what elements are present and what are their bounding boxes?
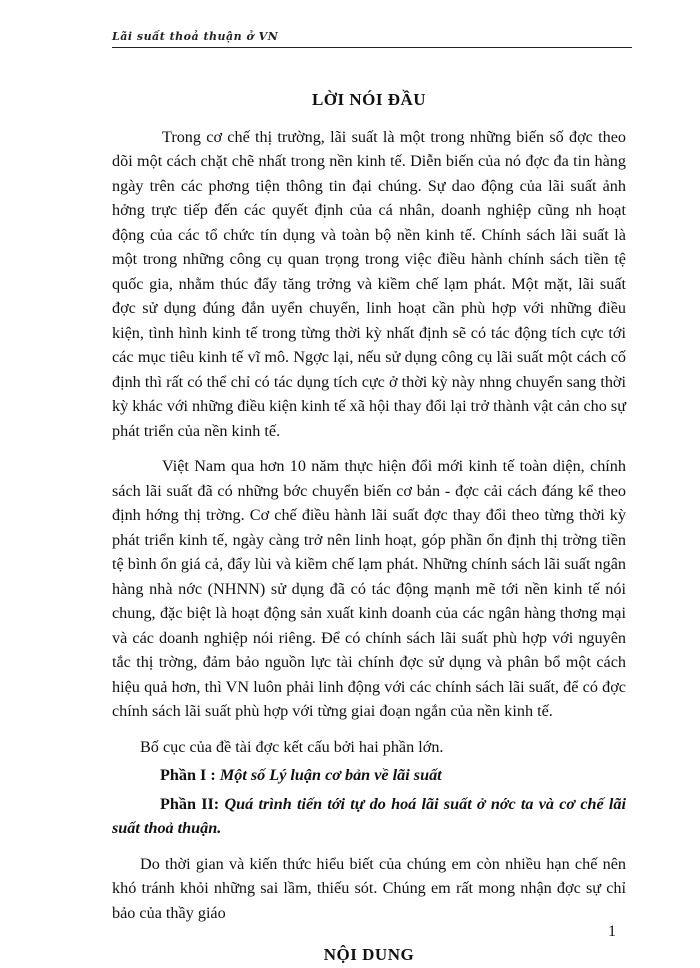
part-2-label: Phần II:	[160, 794, 220, 813]
intro-paragraph-1: Trong cơ chế thị trường, lãi suất là một trong những biến số đợc theo dõi một cách chặt chẽ nhất trong nền kinh tế. Diễn biến của nó đợc đa tin hàng ngày trên các phơng tiện thông tin đại chúng. Sự dao động của lãi suất ảnh hởng trực tiếp đến các quyết định của cá nhân, doanh nghiệp cũng nh hoạt động của các tổ chức tín dụng và toàn bộ nền kinh tế. Chính sách lãi suất là một trong những công cụ quan trọng trong việc điều hành chính sách tiền tệ quốc gia, nhằm thúc đẩy tăng trởng và kiềm chế lạm phát. Một mặt, lãi suất đợc sử dụng đúng đắn uyển chuyển, linh hoạt cần phù hợp với những điều kiện, tình hình kinh tế trong từng thời kỳ nhất định sẽ có tác động tích cực tới các mục tiêu kinh tế vĩ mô. Ngợc lại, nếu sử dụng công cụ lãi suất một cách cố định thì rất có thể chỉ có tác dụng tích cực ở thời kỳ này nhng chuyển sang thời kỳ khác với những điều kiện kinh tế xã hội thay đổi lại trở thành vật cản cho sự phát triển của nền kinh tế.	[112, 127, 626, 440]
part-1-line	[112, 763, 626, 788]
closing-paragraph: Do thời gian và kiến thức hiểu biết của chúng em còn nhiều hạn chế nên khó tránh khỏi những sai lầm, thiếu sót. Chúng em rất mong nhận đợc sự chỉ bảo của thầy giáo	[112, 854, 626, 922]
part-1-label: Phần I :	[160, 766, 216, 784]
document-title: LỜI NÓI ĐẦU	[311, 90, 427, 109]
part-2-line	[112, 792, 626, 841]
document-body	[112, 88, 626, 968]
part-1-title: Một số Lý luận cơ bản về lãi suất	[219, 766, 442, 784]
part-2-title: Quá trình tiến tới tự do hoá lãi suất ở nớc ta và cơ chế lãi suất thoả thuận.	[112, 794, 627, 837]
running-header-title: Lãi suất thoả thuận ở VN	[112, 30, 279, 43]
structure-intro: Bố cục của đề tài đợc kết cấu bởi hai phần lớn.	[140, 737, 444, 756]
intro-paragraph-2: Việt Nam qua hơn 10 năm thực hiện đổi mới kinh tế toàn diện, chính sách lãi suất đã có những bớc chuyển biến cơ bản - đợc cải cách đáng kể theo định hớng thị trờng. Cơ chế điều hành lãi suất đợc thay đổi theo từng thời kỳ phát triển kinh tế, ngày càng trở nên linh hoạt, góp phần ổn định thị trờng tiền tệ bình ổn giá cả, đẩy lùi và kiềm chế lạm phát. Những chính sách lãi suất ngân hàng nhà nớc (NHNN) sử dụng đã có tác động mạnh mẽ tới nền kinh tế nói chung, đặc biệt là hoạt động sản xuất kinh doanh của các ngân hàng thơng mại và các doanh nghiệp nói riêng. Để có chính sách lãi suất phù hợp với nguyên tắc thị trờng, đảm bảo nguồn lực tài chính đợc sử dụng và phân bổ một cách hiệu quả hơn, thì VN luôn phải linh động với các chính sách lãi suất, để có đợc chính sách lãi suất phù hợp với từng giai đoạn ngắn của nền kinh tế.	[112, 457, 626, 720]
running-header	[112, 27, 632, 48]
content-heading: NỘI DUNG	[323, 945, 415, 964]
page-number: 1	[608, 923, 616, 940]
